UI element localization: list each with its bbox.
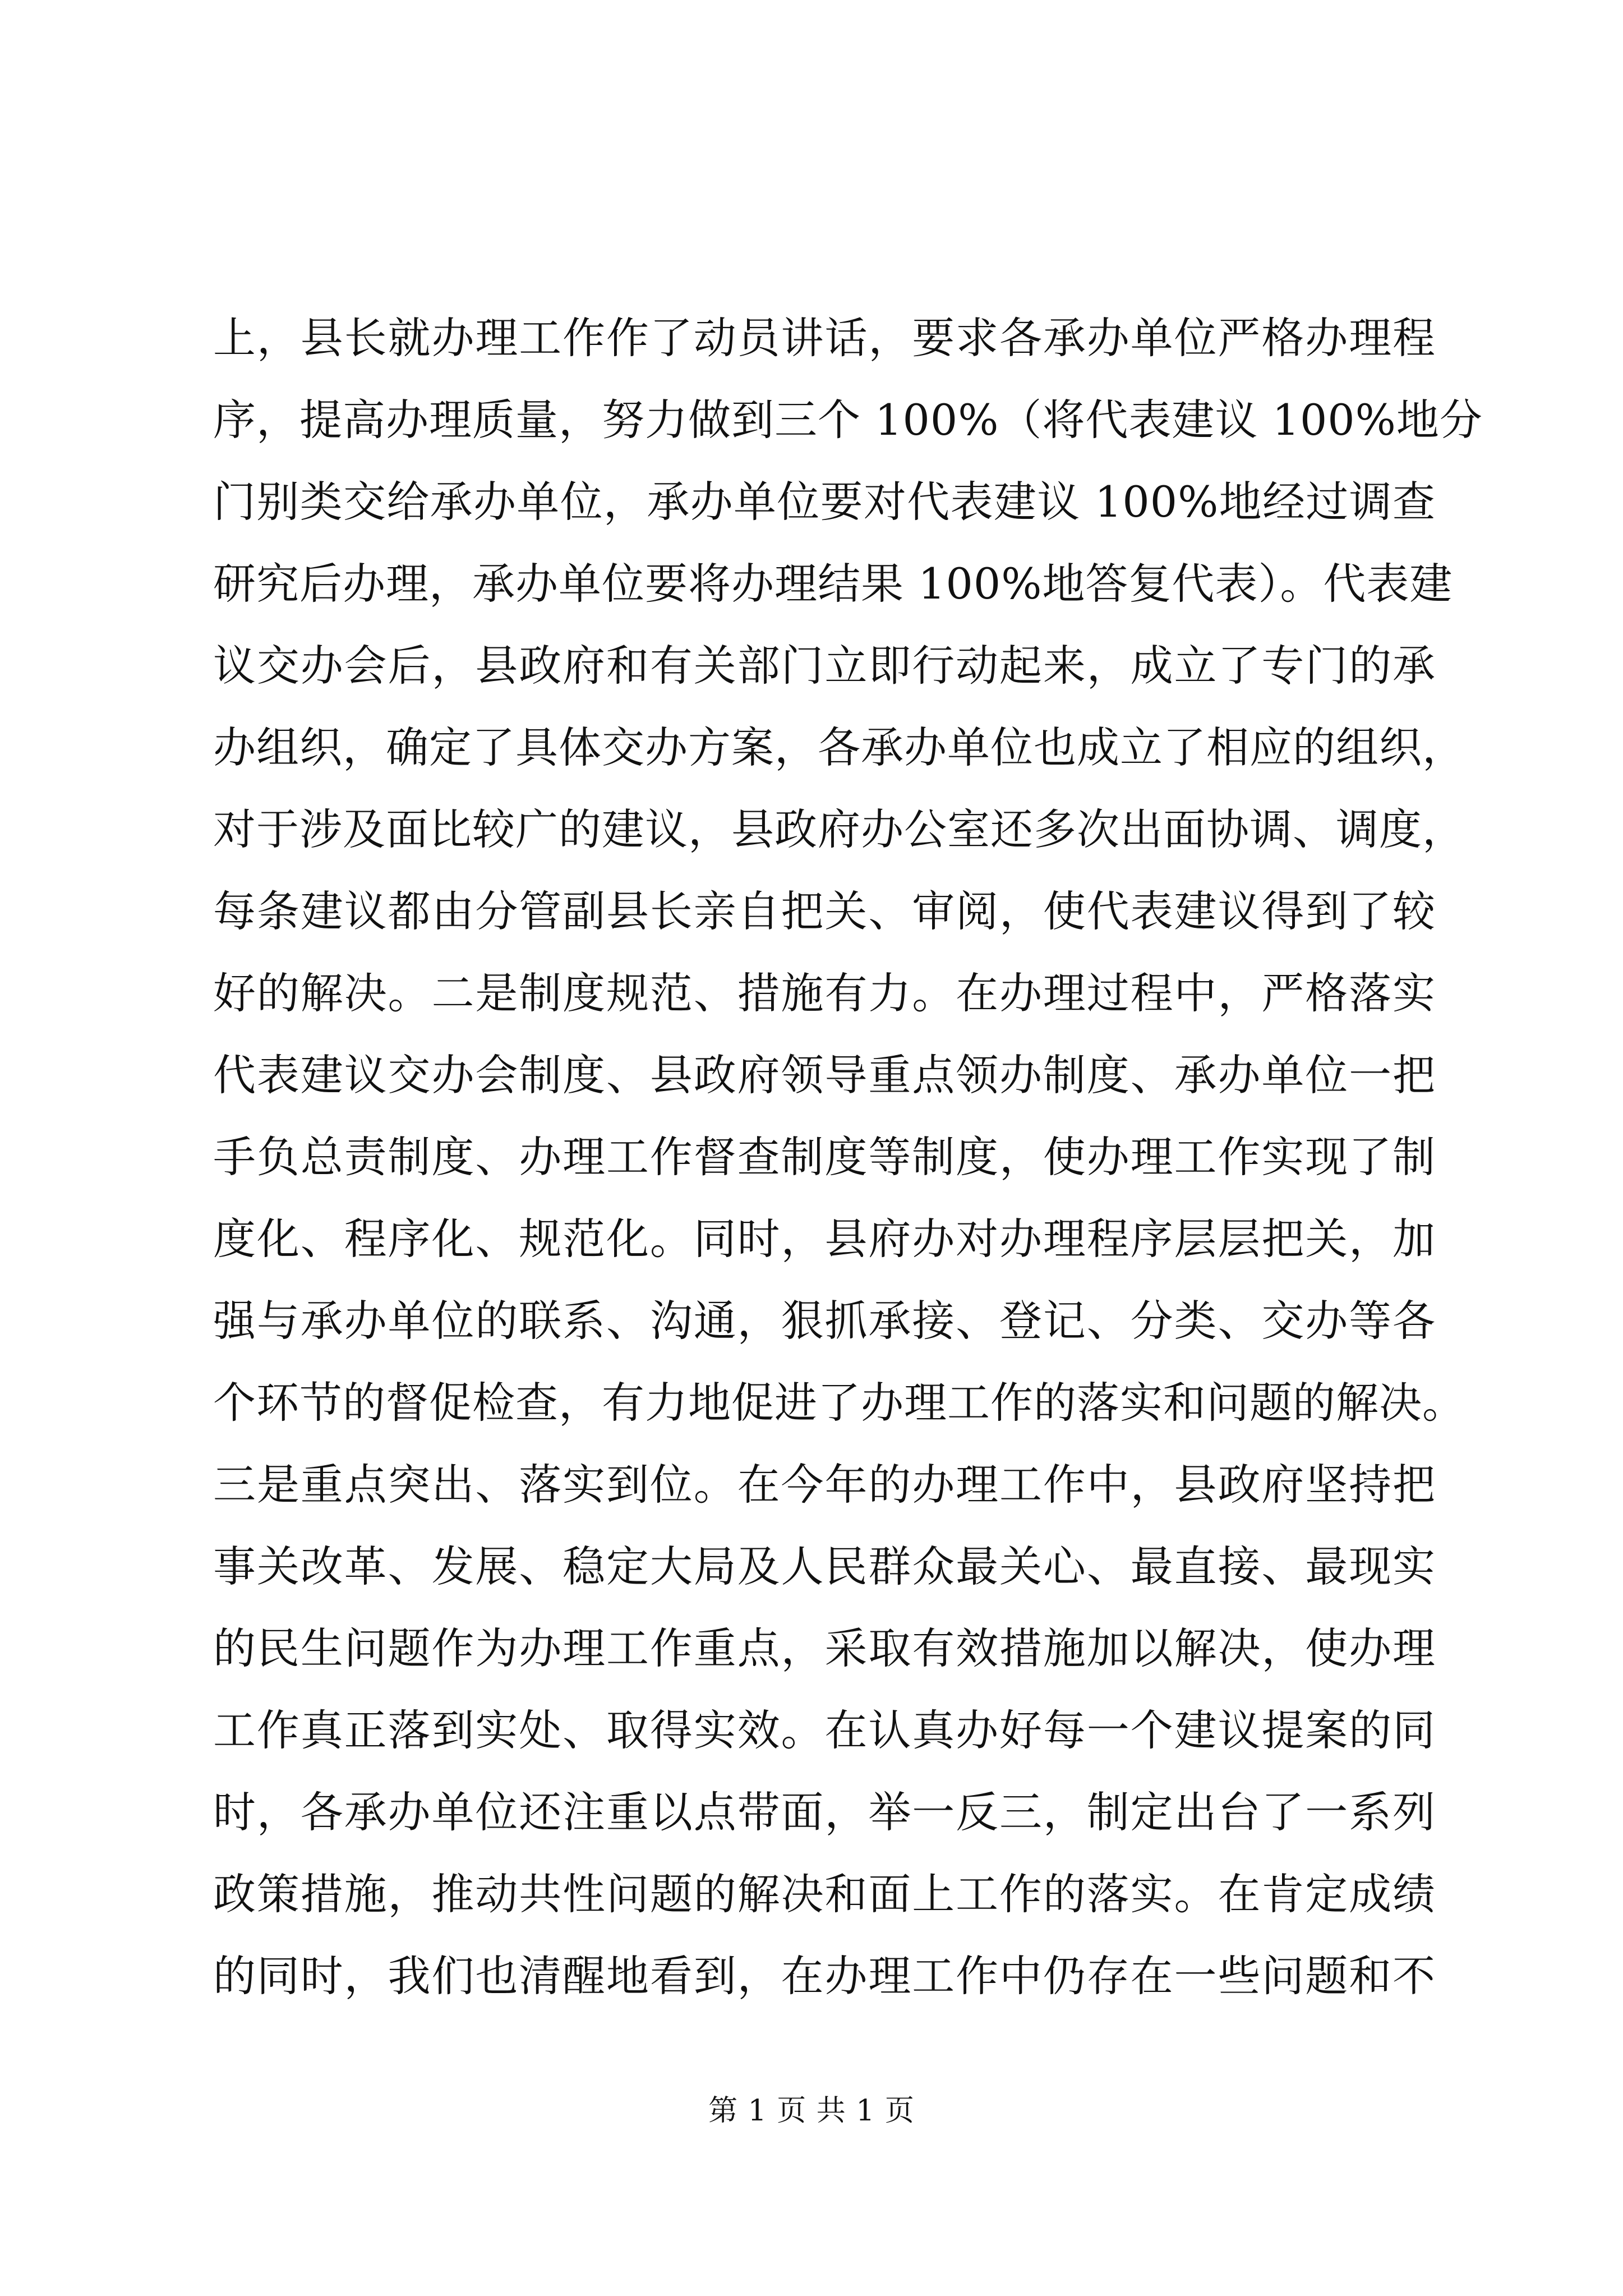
text-line: 议交办会后，县政府和有关部门立即行动起来，成立了专门的承 bbox=[213, 641, 1436, 691]
text-line: 好的解决。二是制度规范、措施有力。在办理过程中，严格落实 bbox=[213, 968, 1436, 1018]
text-line: 的同时，我们也清醒地看到，在办理工作中仍存在一些问题和不 bbox=[213, 1951, 1436, 2001]
text-line: 办组织，确定了具体交办方案，各承办单位也成立了相应的组织， bbox=[213, 723, 1465, 772]
text-line: 的民生问题作为办理工作重点，采取有效措施加以解决，使办理 bbox=[213, 1623, 1436, 1673]
text-line: 手负总责制度、办理工作督查制度等制度，使办理工作实现了制 bbox=[213, 1132, 1436, 1182]
text-line: 对于涉及面比较广的建议，县政府办公室还多次出面协调、调度， bbox=[213, 804, 1465, 854]
text-line: 工作真正落到实处、取得实效。在认真办好每一个建议提案的同 bbox=[213, 1705, 1436, 1755]
text-line: 度化、程序化、规范化。同时，县府办对办理程序层层把关，加 bbox=[213, 1214, 1436, 1264]
text-line: 个环节的督促检查，有力地促进了办理工作的落实和问题的解决。 bbox=[213, 1378, 1465, 1428]
text-line: 研究后办理，承办单位要将办理结果 100%地答复代表）。代表建 bbox=[213, 559, 1453, 609]
text-line: 上，县长就办理工作作了动员讲话，要求各承办单位严格办理程 bbox=[213, 313, 1436, 363]
text-line: 三是重点突出、落实到位。在今年的办理工作中，县政府坚持把 bbox=[213, 1460, 1436, 1510]
text-line: 每条建议都由分管副县长亲自把关、审阅，使代表建议得到了较 bbox=[213, 886, 1436, 936]
text-line: 门别类交给承办单位，承办单位要对代表建议 100%地经过调查 bbox=[213, 477, 1436, 527]
text-line: 序，提高办理质量，努力做到三个 100%（将代表建议 100%地分 bbox=[213, 395, 1483, 445]
text-line: 政策措施，推动共性问题的解决和面上工作的落实。在肯定成绩 bbox=[213, 1869, 1436, 1919]
text-line: 强与承办单位的联系、沟通，狠抓承接、登记、分类、交办等各 bbox=[213, 1296, 1436, 1346]
page-footer bbox=[0, 2091, 1623, 2131]
body-text bbox=[213, 297, 1483, 2017]
text-line: 事关改革、发展、稳定大局及人民群众最关心、最直接、最现实 bbox=[213, 1542, 1436, 1591]
text-line: 代表建议交办会制度、县政府领导重点领办制度、承办单位一把 bbox=[213, 1050, 1436, 1100]
page-number-label: 第 1 页 共 1 页 bbox=[708, 2094, 915, 2128]
text-line: 时，各承办单位还注重以点带面，举一反三，制定出台了一系列 bbox=[213, 1787, 1436, 1837]
